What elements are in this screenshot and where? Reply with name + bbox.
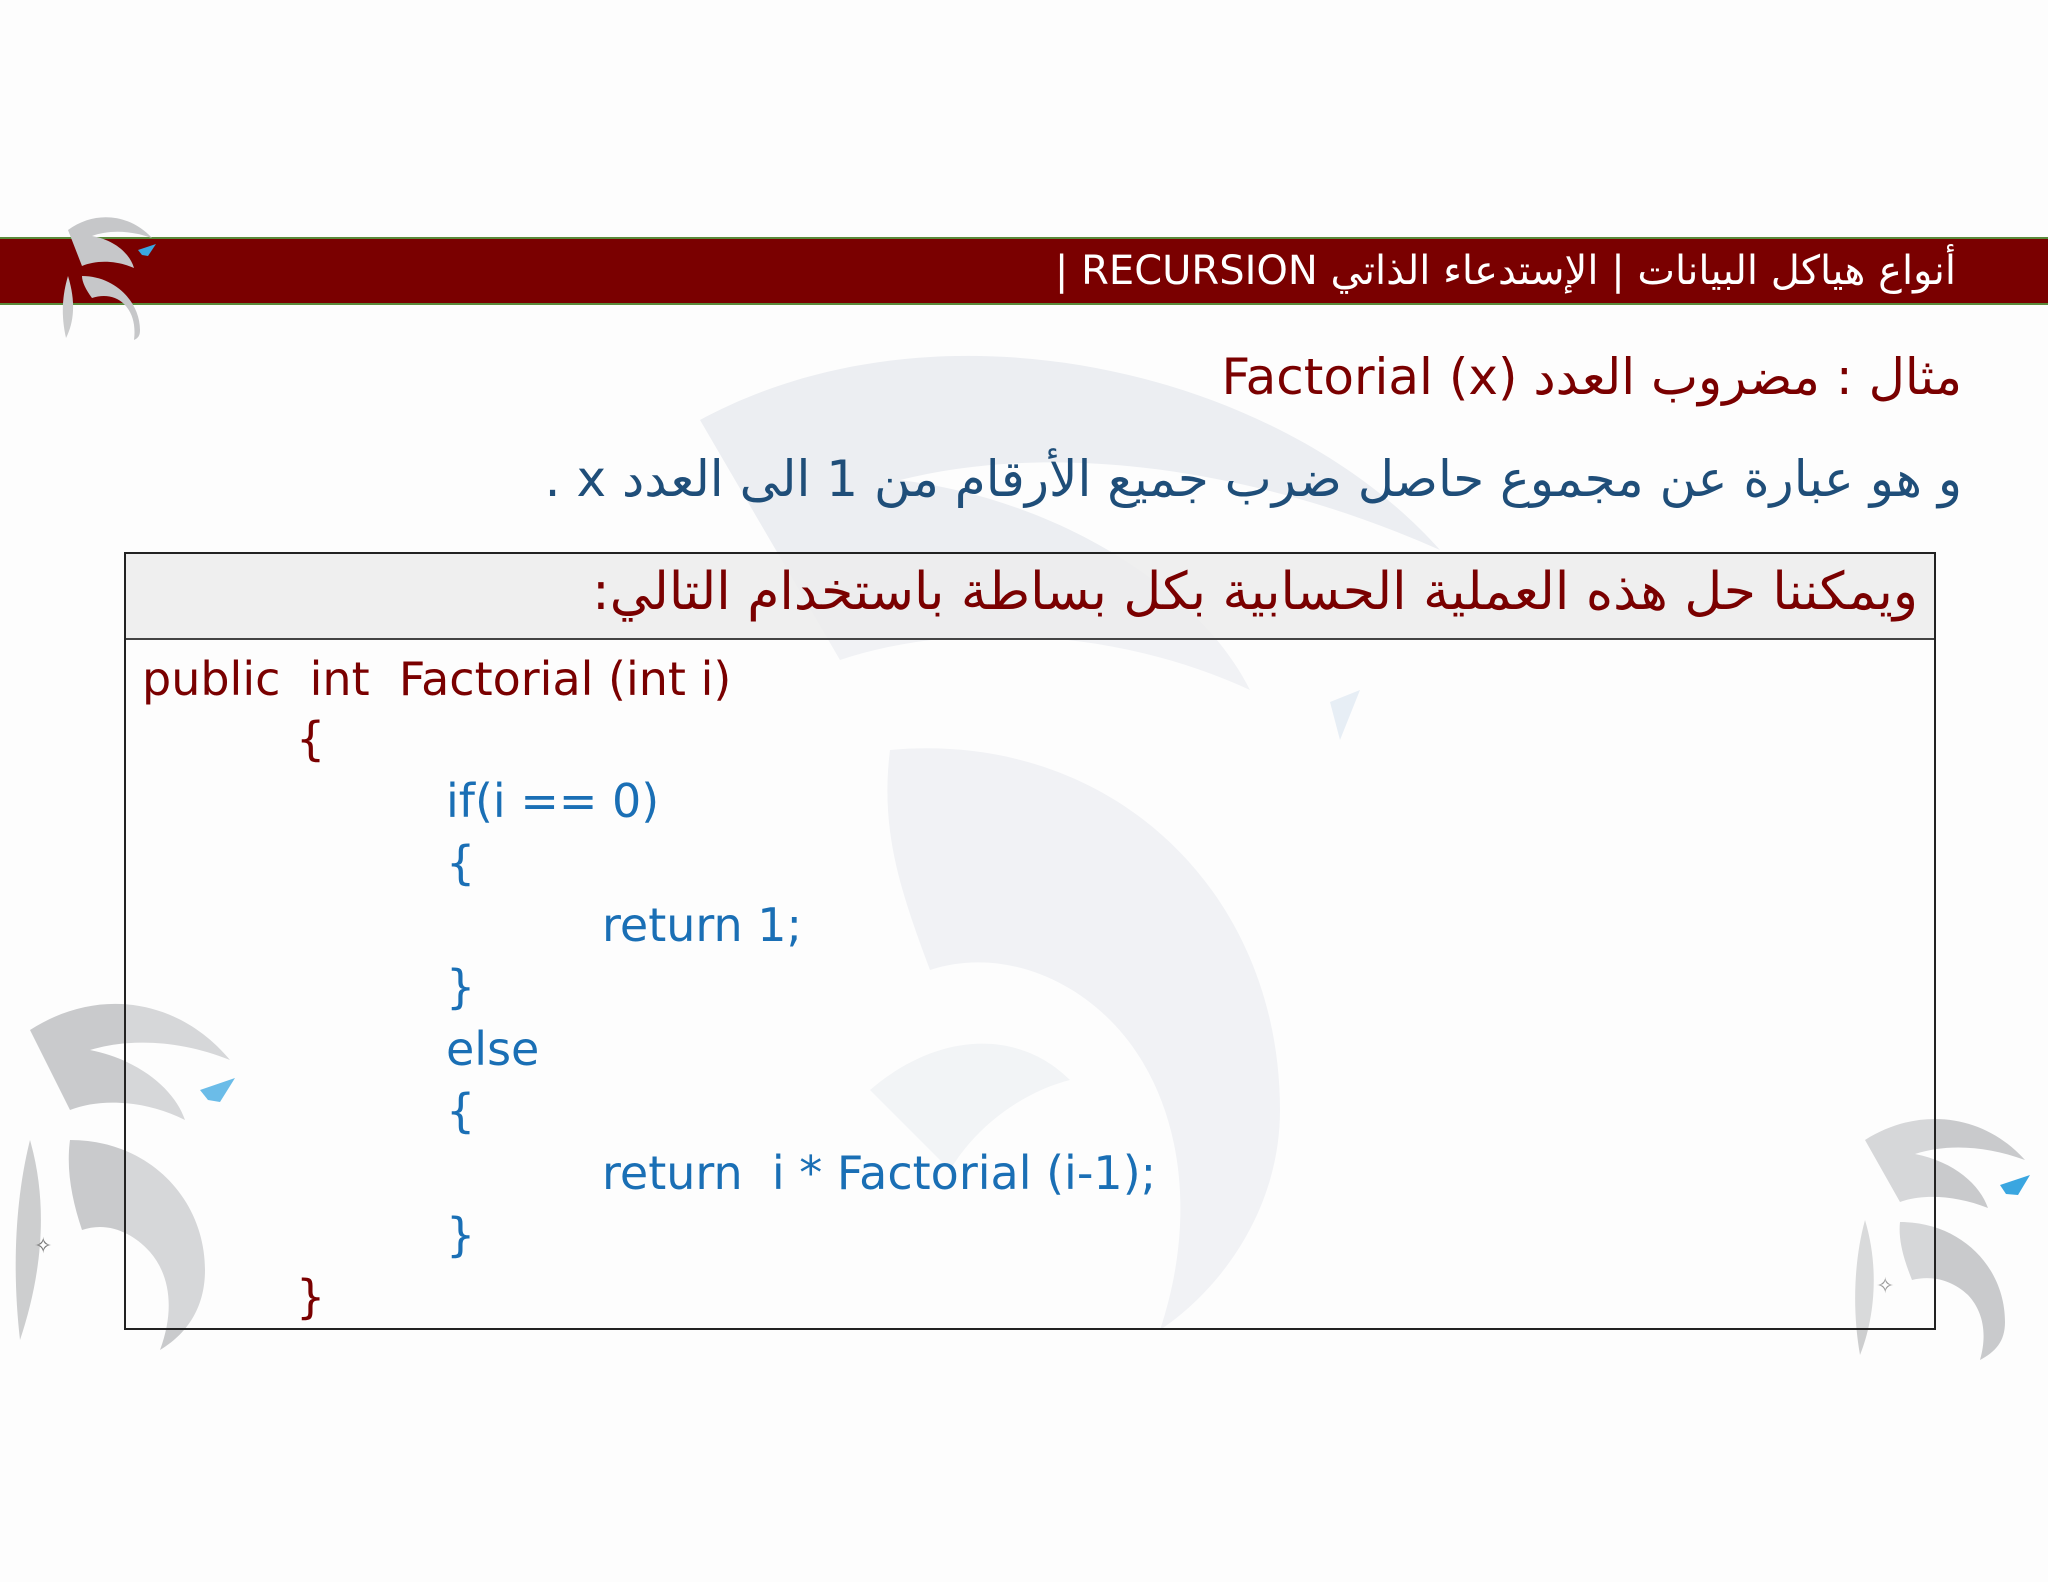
- code-line-open-brace: {: [296, 712, 326, 766]
- code-line-return-1: return 1;: [602, 898, 803, 952]
- code-intro-text: ويمكننا حل هذه العملية الحسابية بكل بساطة باستخدام التالي:: [592, 562, 1918, 622]
- header-bar: [0, 237, 2048, 305]
- code-line-if-close: }: [446, 960, 476, 1014]
- code-line-close-brace: }: [296, 1270, 326, 1324]
- logo-icon: [60, 210, 160, 340]
- code-line-return-recursive: return i * Factorial (i-1);: [602, 1146, 1157, 1200]
- code-box-header: [126, 554, 1934, 640]
- sparkle-icon: ✧: [1876, 1274, 1895, 1299]
- code-box: [124, 552, 1936, 1330]
- header-title: أنواع هياكل البيانات | الإستدعاء الذاتي RECURSION |: [1054, 248, 1956, 294]
- example-heading: مثال : مضروب العدد (x) Factorial: [1221, 348, 1962, 406]
- code-line-if-open: {: [446, 836, 476, 890]
- definition-text: و هو عبارة عن مجموع حاصل ضرب جميع الأرقام من 1 الى العدد x .: [544, 450, 1962, 508]
- code-line-signature: public int Factorial (int i): [142, 652, 732, 706]
- code-line-else-open: {: [446, 1084, 476, 1138]
- sparkle-icon: ✧: [34, 1234, 53, 1259]
- code-line-else: else: [446, 1022, 540, 1076]
- code-line-if: if(i == 0): [446, 774, 660, 828]
- code-line-else-close: }: [446, 1208, 476, 1262]
